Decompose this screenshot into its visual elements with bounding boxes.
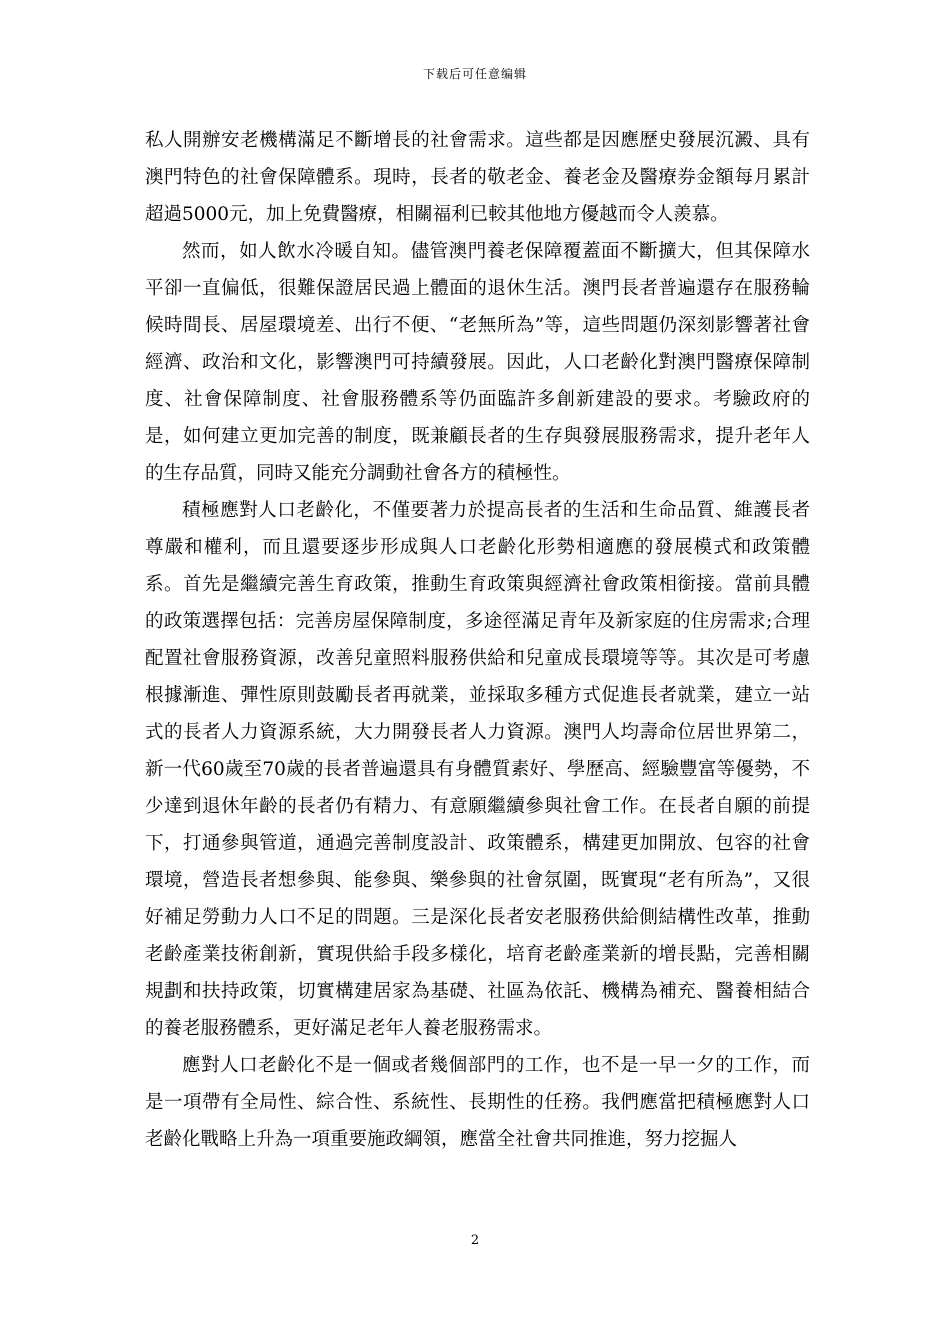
page-header: 下载后可任意编辑 [422,67,527,81]
paragraph-3: 積極應對人口老齡化，不僅要著力於提高長者的生活和生命品質、維護長者尊嚴和權利，而且還要逐步形成與人口老齡化形勢相適應的發展模式和政策體系。首先是繼續完善生育政策，推動生育政策與經濟社會政策相銜接。當前具體的政策選擇包括：完善房屋保障制度，多途徑滿足青年及新家庭的住房需求;合理配置社會服務資源，改善兒童照料服務供給和兒童成長環境等等。其次是可考慮根據漸進、彈性原則鼓勵長者再就業，並採取多種方式促進長者就業，建立一站式的長者人力資源系統，大力開發長者人力資源。澳門人均壽命位居世界第二，新一代60歲至70歲的長者普遍還具有身體質素好、學歷高、經驗豐富等優勢，不少達到退休年齡的長者仍有精力、有意願繼續參與社會工作。在長者自願的前提下，打通參與管道，通過完善制度設計、政策體系，構建更加開放、包容的社會環境，營造長者想參與、能參與、樂參與的社會氛圍，既實現“老有所為”，又很好補足勞動力人口不足的問題。三是深化長者安老服務供給側結構性改革，推動老齡產業技術創新，實現供給手段多樣化，培育老齡產業新的增長點，完善相關規劃和扶持政策，切實構建居家為基礎、社區為依託、機構為補充、醫養相結合的養老服務體系，更好滿足老年人養老服務需求。 [145,500,810,1039]
paragraph-4: 應對人口老齡化不是一個或者幾個部門的工作，也不是一早一夕的工作，而是一項帶有全局性、綜合性、系統性、長期性的任務。我們應當把積極應對人口老齡化戰略上升為一項重要施政綱領，應當全社會共同推進，努力挖掘人 [145,1055,810,1150]
document-body [145,122,810,1158]
paragraph-1: 私人開辦安老機構滿足不斷增長的社會需求。這些都是因應歷史發展沉澱、具有澳門特色的社會保障體系。現時，長者的敬老金、養老金及醫療券金額每月累計超過5000元，加上免費醫療，相關福利已較其他地方優越而令人羨慕。 [145,130,810,225]
page-number: 2 [470,1233,480,1248]
paragraph-2: 然而，如人飲水冷暖自知。儘管澳門養老保障覆蓋面不斷擴大，但其保障水平卻一直偏低，很難保證居民過上體面的退休生活。澳門長者普遍還存在服務輪候時間長、居屋環境差、出行不便、“老無所為”等，這些問題仍深刻影響著社會經濟、政治和文化，影響澳門可持續發展。因此，人口老齡化對澳門醫療保障制度、社會保障制度、社會服務體系等仍面臨許多創新建設的要求。考驗政府的是，如何建立更加完善的制度，既兼顧長者的生存與發展服務需求，提升老年人的生存品質，同時又能充分調動社會各方的積極性。 [145,241,810,484]
